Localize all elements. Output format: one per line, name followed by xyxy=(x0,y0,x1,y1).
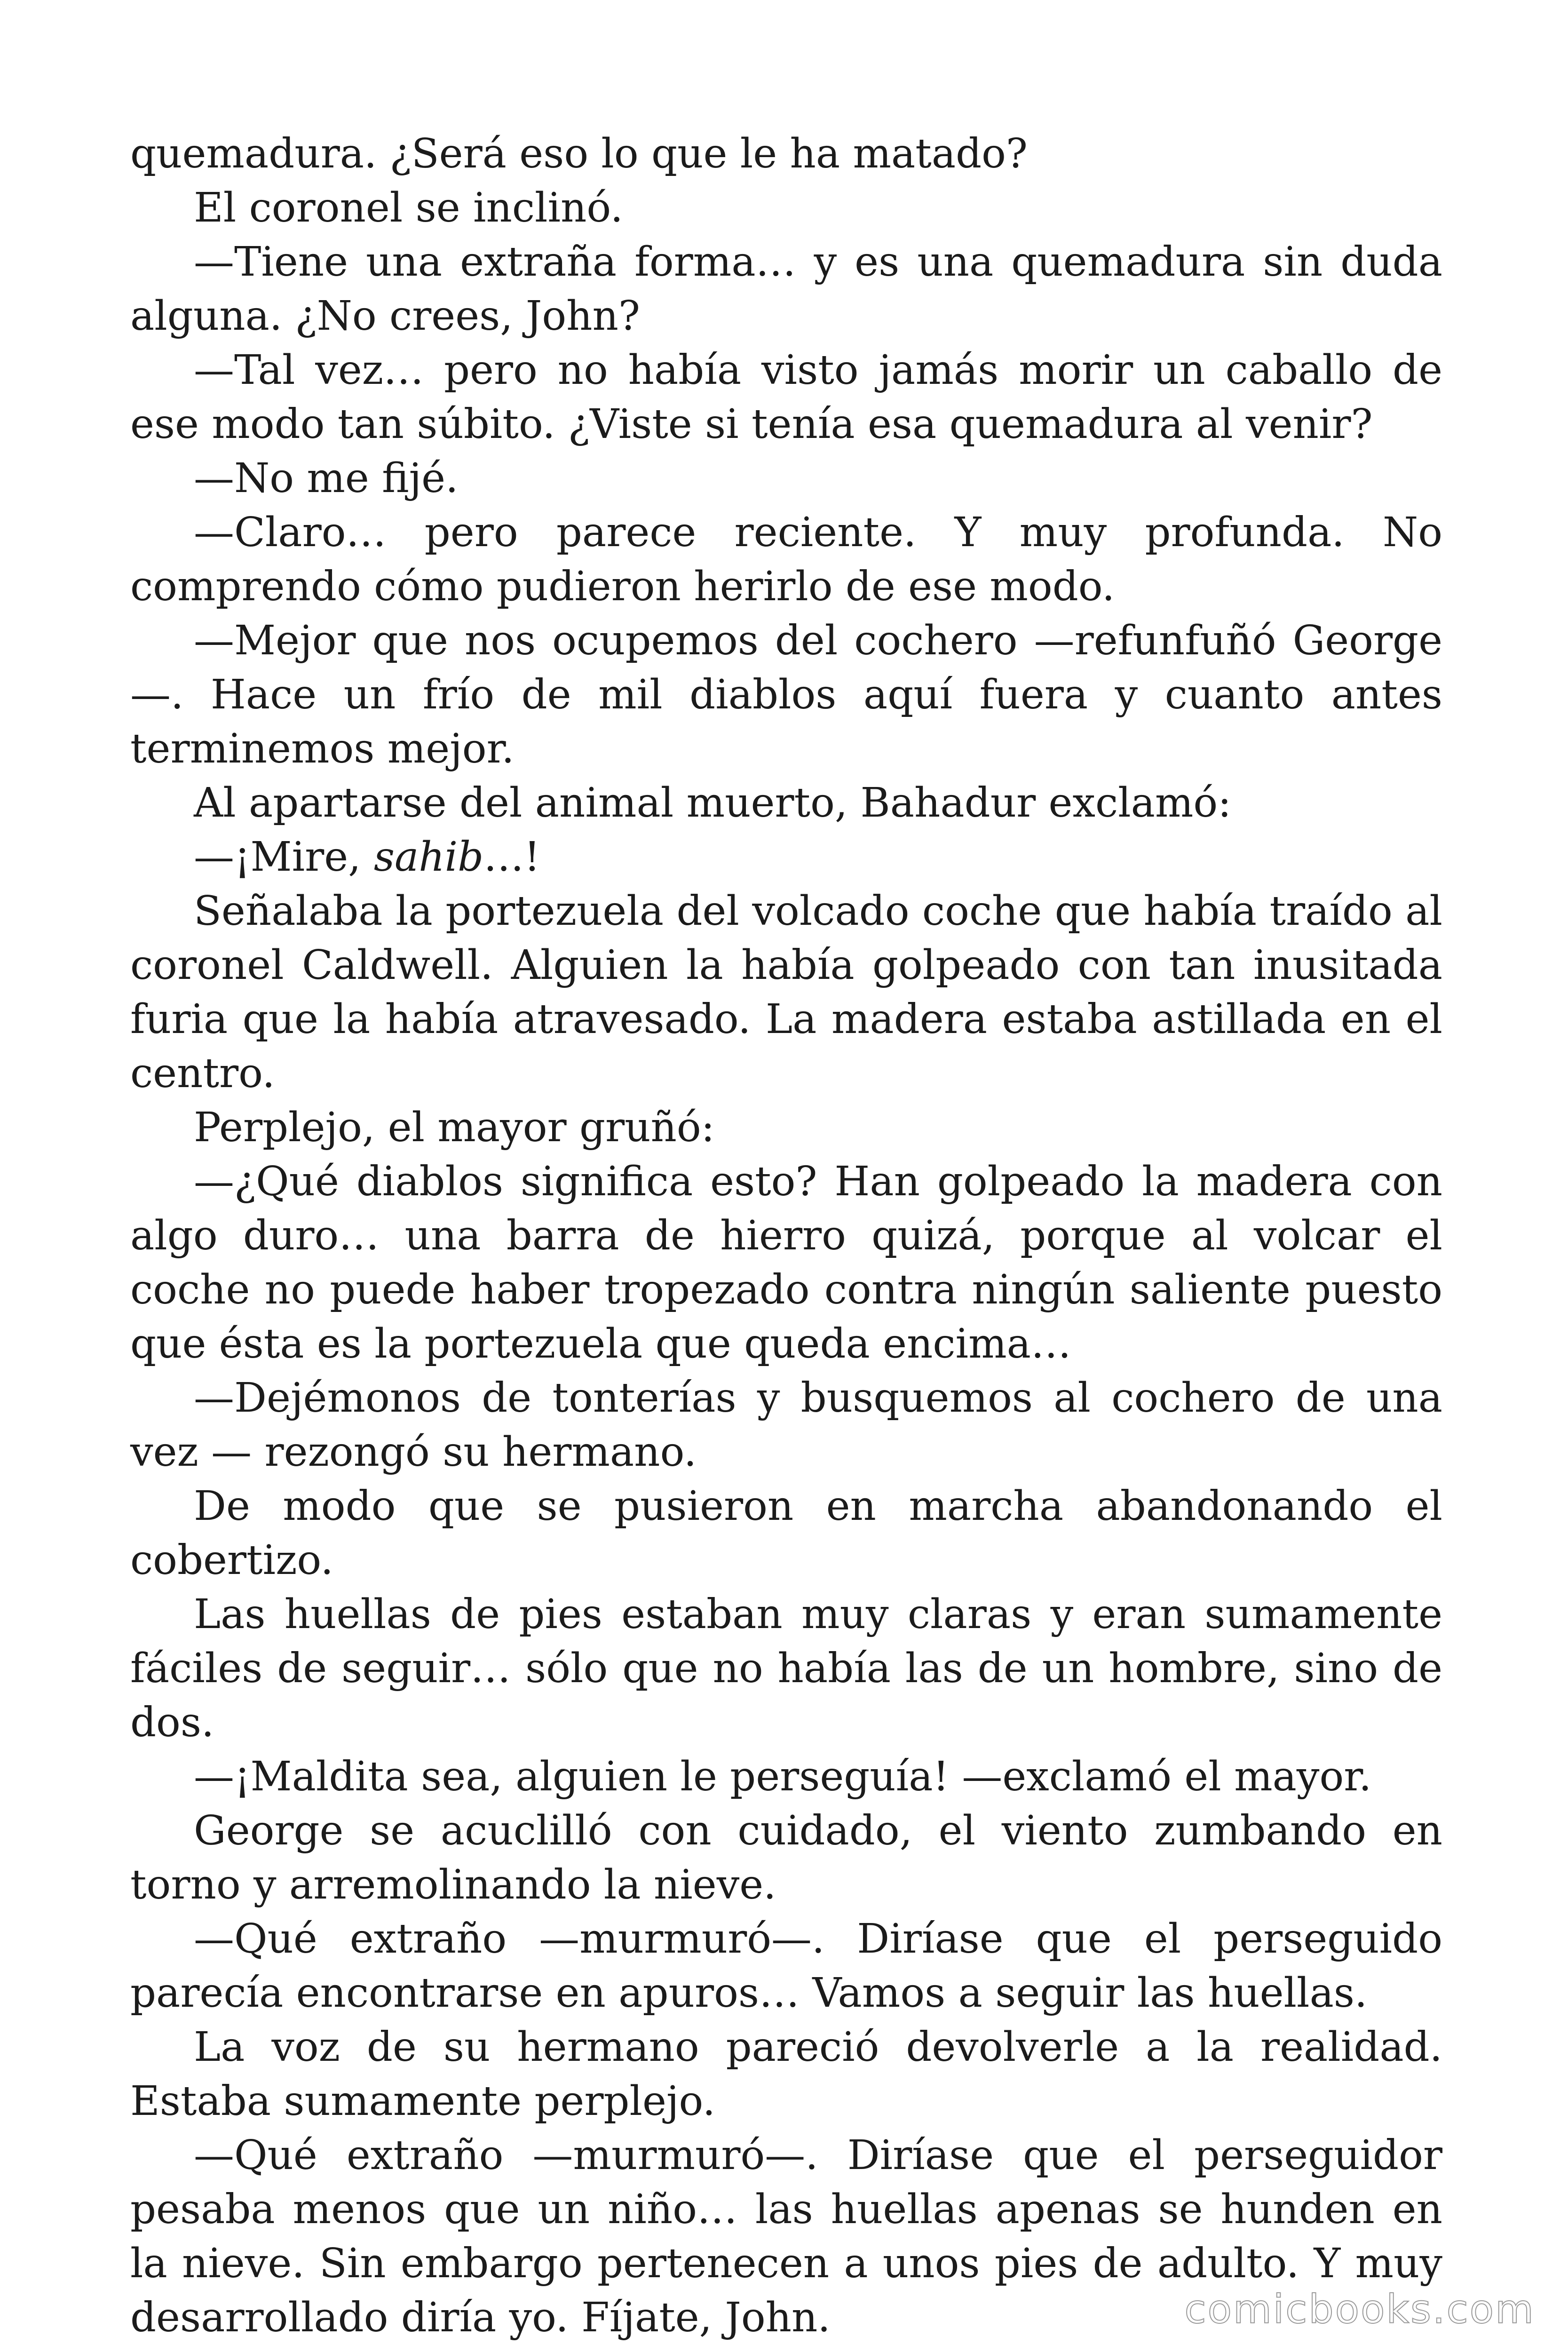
paragraph: Las huellas de pies estaban muy claras y eran sumamente fáciles de seguir… sólo que no había las de un hombre, sino de dos. xyxy=(130,1591,1442,1746)
watermark: comicbooks.com xyxy=(1184,2286,1535,2332)
paragraph: —Dejémonos de tonterías y busquemos al cochero de una vez — rezongó su hermano. xyxy=(130,1375,1442,1476)
paragraph: La voz de su hermano pareció devolverle a la realidad. Estaba sumamente perplejo. xyxy=(130,2024,1442,2125)
paragraph: Señalaba la portezuela del volcado coche que había traído al coronel Caldwell. Alguien la había golpeado con tan inusitada furia que la había atravesado. La madera estaba astillada en el centro. xyxy=(130,888,1442,1097)
paragraph: —Tiene una extraña forma… y es una quemadura sin duda alguna. ¿No crees, John? xyxy=(130,238,1442,340)
paragraph xyxy=(130,830,1442,884)
paragraph: —Mejor que nos ocupemos del cochero —refunfuñó George—. Hace un frío de mil diablos aquí fuera y cuanto antes terminemos mejor. xyxy=(130,617,1442,772)
paragraph: —Claro… pero parece reciente. Y muy profunda. No comprendo cómo pudieron herirlo de ese modo. xyxy=(130,509,1442,610)
paragraph: De modo que se pusieron en marcha abandonando el cobertizo. xyxy=(130,1483,1442,1584)
paragraph: —Tal vez… pero no había visto jamás morir un caballo de ese modo tan súbito. ¿Viste si tenía esa quemadura al venir? xyxy=(130,347,1442,448)
paragraph: Perplejo, el mayor gruñó: xyxy=(194,1104,715,1151)
paragraph: Al apartarse del animal muerto, Bahadur exclamó: xyxy=(194,779,1232,826)
paragraph-continued: quemadura. ¿Será eso lo que le ha matado? xyxy=(130,130,1028,177)
paragraph: El coronel se inclinó. xyxy=(194,184,623,231)
page-text xyxy=(130,127,1442,2345)
italic-word: sahib xyxy=(373,834,484,881)
paragraph: —Qué extraño —murmuró—. Diríase que el perseguido parecía encontrarse en apuros… Vamos a seguir las huellas. xyxy=(130,1915,1442,2017)
paragraph: —Qué extraño —murmuró—. Diríase que el perseguidor pesaba menos que un niño… las huellas apenas se hunden en la nieve. Sin embargo pertenecen a unos pies de adulto. Y muy desarrollado diría yo. Fíjate, John. xyxy=(130,2132,1442,2341)
paragraph: —No me fijé. xyxy=(194,455,459,502)
paragraph: —¿Qué diablos significa esto? Han golpeado la madera con algo duro… una barra de hierro quizá, porque al volcar el coche no puede haber tropezado contra ningún saliente puesto que ésta es la portezuela que queda encima… xyxy=(130,1158,1442,1367)
paragraph: —¡Maldita sea, alguien le perseguía! —exclamó el mayor. xyxy=(194,1753,1372,1800)
dialogue-text: —¡Mire, xyxy=(194,834,374,881)
dialogue-text: …! xyxy=(483,834,540,881)
paragraph: George se acuclilló con cuidado, el viento zumbando en torno y arremolinando la nieve. xyxy=(130,1807,1442,1908)
